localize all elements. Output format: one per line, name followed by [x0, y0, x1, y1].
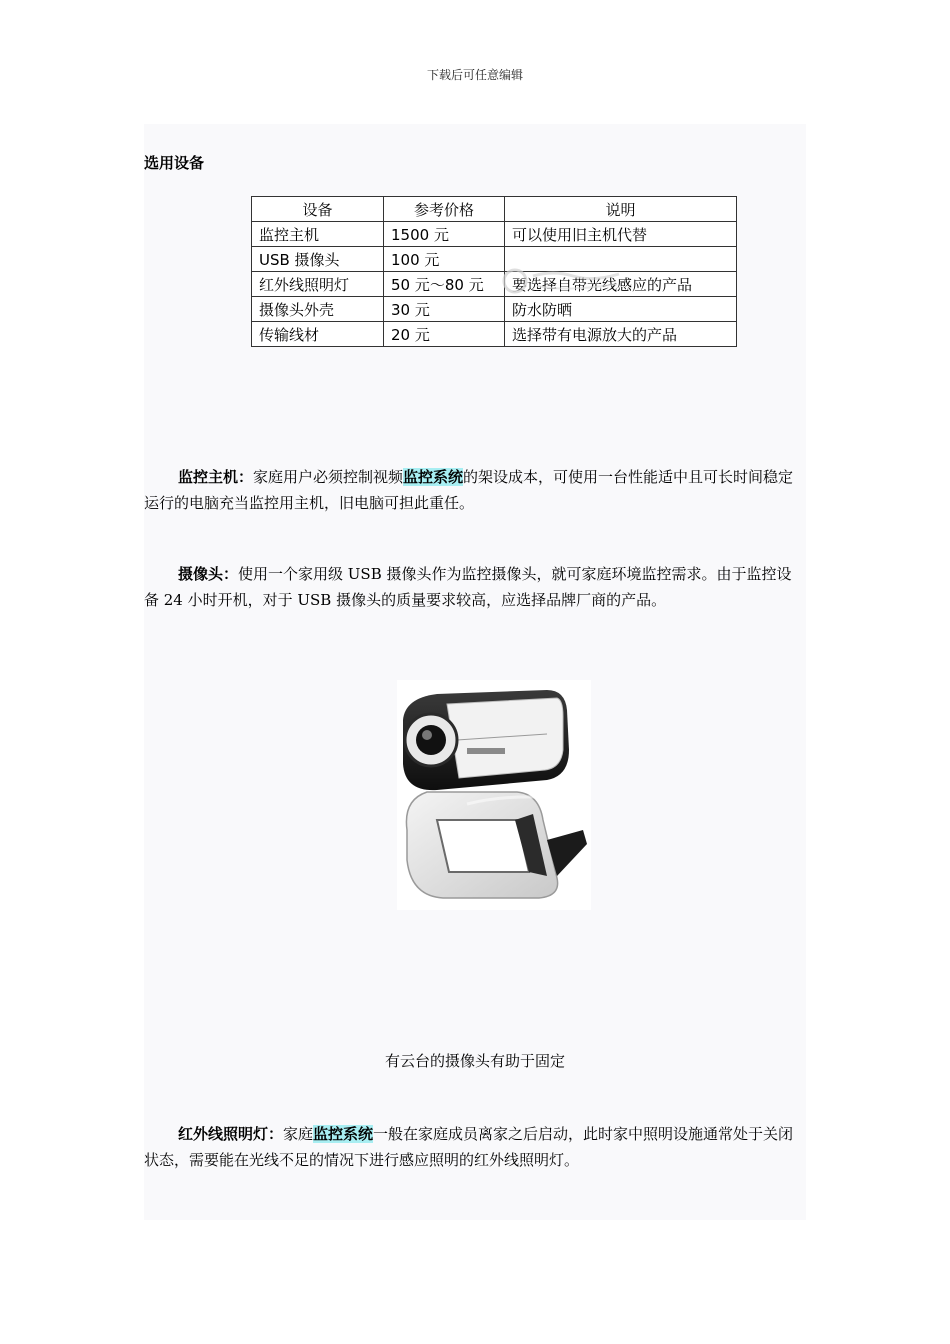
table-cell-device: 传输线材	[252, 322, 384, 347]
table-cell-device: 监控主机	[252, 222, 384, 247]
paragraph-infrared-light	[144, 1121, 806, 1173]
table-cell-device: USB 摄像头	[252, 247, 384, 272]
watermark-logo-icon	[499, 264, 629, 298]
table-header-row	[252, 197, 737, 222]
table-header-price: 参考价格	[384, 197, 505, 222]
webcam-image	[397, 680, 591, 910]
table-cell-price: 20 元	[384, 322, 505, 347]
monitoring-system-link[interactable]: 监控系统	[313, 1125, 374, 1143]
paragraph-text: 家庭	[283, 1125, 314, 1143]
table-cell-price: 1500 元	[384, 222, 505, 247]
table-row	[252, 247, 737, 272]
table-cell-price: 50 元～80 元	[384, 272, 505, 297]
figure-caption: 有云台的摄像头有助于固定	[384, 1052, 565, 1070]
table-row	[252, 222, 737, 247]
table-cell-price: 30 元	[384, 297, 505, 322]
table-cell-note: 防水防晒	[505, 297, 737, 322]
page-header: 下载后可任意编辑	[426, 68, 523, 82]
table-row	[252, 272, 737, 297]
paragraph-text: 一般在家庭成员离家之后启动，此时家中照明设施通常处于关闭状态，需要能在光线不足的情况下进行感应照明的红外线照明灯。	[144, 1125, 794, 1169]
table-row	[252, 297, 737, 322]
table-header-device: 设备	[252, 197, 384, 222]
paragraph-text: 家庭用户必须控制视频	[253, 468, 404, 486]
paragraph-text: 的架设成本，可使用一台性能适中且可长时间稳定运行的电脑充当监控用主机，旧电脑可担此重任。	[144, 468, 794, 512]
table-cell-price: 100 元	[384, 247, 505, 272]
monitoring-system-link[interactable]: 监控系统	[403, 468, 464, 486]
equipment-table	[251, 196, 737, 347]
paragraph-label: 红外线照明灯：	[178, 1125, 284, 1143]
paragraph-label: 摄像头：	[178, 565, 239, 583]
paragraph-camera	[144, 561, 806, 613]
section-heading: 选用设备	[144, 154, 205, 172]
paragraph-text: 使用一个家用级 USB 摄像头作为监控摄像头，就可家庭环境监控需求。由于监控设备 24 小时开机，对于 USB 摄像头的质量要求较高，应选择品牌厂商的产品。	[144, 565, 792, 609]
table-cell-note: 可以使用旧主机代替	[505, 222, 737, 247]
table-cell-device: 摄像头外壳	[252, 297, 384, 322]
article-content	[144, 124, 806, 1220]
table-cell-note: 要选择自带光线感应的产品	[505, 272, 737, 297]
table-cell-note: 选择带有电源放大的产品	[505, 322, 737, 347]
table-row	[252, 322, 737, 347]
paragraph-host	[144, 464, 806, 516]
table-cell-device: 红外线照明灯	[252, 272, 384, 297]
paragraph-label: 监控主机：	[178, 468, 254, 486]
table-header-note: 说明	[505, 197, 737, 222]
